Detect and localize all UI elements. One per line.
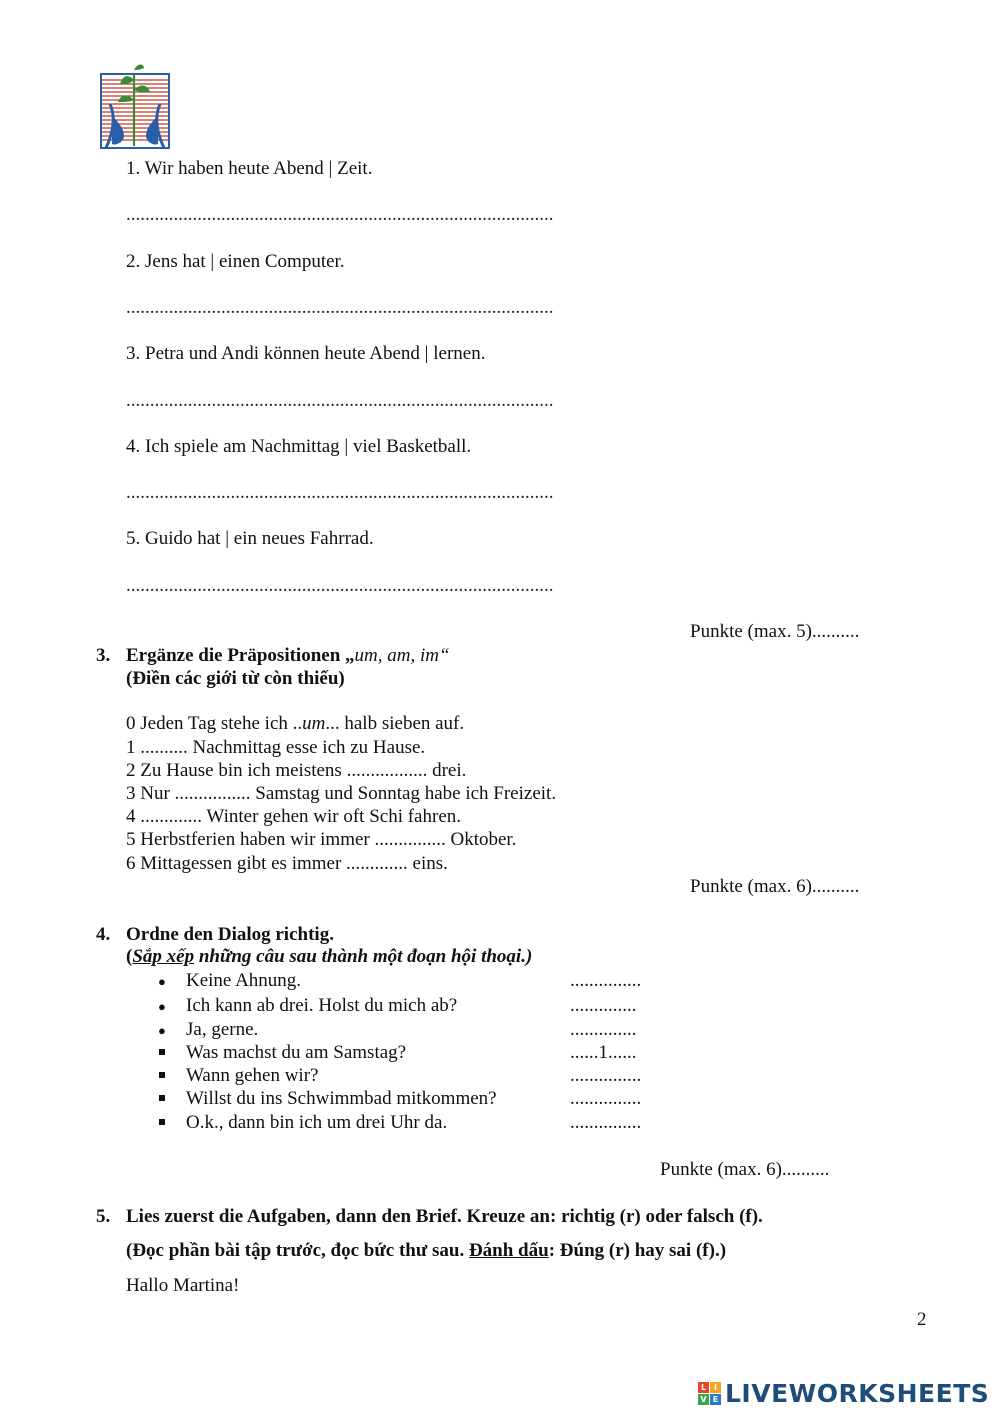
exercise2-sentence-2: 2. Jens hat | einen Computer.	[126, 251, 345, 272]
exercise5-subtitle-b: : Đúng (r) hay sai (f).)	[548, 1240, 727, 1261]
exercise4-title: Ordne den Dialog richtig.	[126, 924, 334, 945]
dialog-line-2: Ich kann ab drei. Holst du mich ab?	[186, 995, 458, 1016]
exercise4-subtitle-open: (	[126, 946, 133, 967]
example-answer: um	[302, 713, 326, 734]
box-letter-l: L	[698, 1382, 709, 1393]
exercise4-number: 4.	[96, 924, 111, 945]
exercise2-points[interactable]: Punkte (max. 5)..........	[690, 621, 860, 642]
exercise4-subtitle	[126, 946, 532, 968]
exercise5-subtitle-underlined: Đánh dấu	[468, 1240, 549, 1261]
bullet-square-icon	[159, 1049, 165, 1055]
exercise3-item-3[interactable]: 3 Nur ................ Samstag und Sonntag habe ich Freizeit.	[126, 783, 557, 804]
exercise2-sentence-3: 3. Petra und Andi können heute Abend | lernen.	[126, 343, 486, 364]
exercise3-item-1[interactable]: 1 .......... Nachmittag esse ich zu Hause.	[126, 737, 426, 758]
bullet-square-icon	[159, 1072, 165, 1078]
dialog-answer-5[interactable]: ...............	[570, 1065, 642, 1086]
box-letter-i: I	[710, 1382, 721, 1393]
bullet-circle-icon: ●	[158, 1023, 166, 1038]
exercise3-example	[126, 713, 464, 735]
exercise3-item-6[interactable]: 6 Mittagessen gibt es immer ............. eins.	[126, 853, 448, 874]
dialog-line-6: Willst du ins Schwimmbad mitkommen?	[186, 1088, 497, 1109]
exercise3-title	[126, 645, 450, 667]
dialog-answer-2[interactable]: ..............	[570, 995, 637, 1016]
example-prefix: 0 Jeden Tag stehe ich ..	[126, 713, 303, 734]
exercise3-number: 3.	[96, 645, 111, 666]
exercise3-item-5[interactable]: 5 Herbstferien haben wir immer ............... Oktober.	[126, 829, 517, 850]
answer-line-2[interactable]: ..........................................................................................	[126, 297, 554, 318]
dialog-line-3: Ja, gerne.	[186, 1019, 259, 1040]
bullet-circle-icon: ●	[158, 999, 166, 1014]
dialog-line-7: O.k., dann bin ich um drei Uhr da.	[186, 1112, 448, 1133]
school-logo	[98, 60, 172, 152]
answer-line-4[interactable]: ..........................................................................................	[126, 482, 554, 503]
liveworksheets-box-icon	[698, 1382, 721, 1405]
dialog-line-1: Keine Ahnung.	[186, 970, 302, 991]
box-letter-v: V	[698, 1394, 709, 1405]
page-number: 2	[917, 1309, 927, 1330]
exercise3-title-italic: um, am, im“	[354, 645, 450, 666]
exercise5-number: 5.	[96, 1206, 111, 1227]
dialog-answer-7[interactable]: ...............	[570, 1112, 642, 1133]
exercise3-item-2[interactable]: 2 Zu Hause bin ich meistens ................. drei.	[126, 760, 467, 781]
liveworksheets-logo	[698, 1378, 989, 1408]
exercise5-subtitle-a: (Đọc phần bài tập trước, đọc bức thư sau.	[126, 1240, 469, 1261]
box-letter-e: E	[710, 1394, 721, 1405]
dialog-answer-3[interactable]: ..............	[570, 1019, 637, 1040]
answer-line-1[interactable]: ..........................................................................................	[126, 204, 554, 225]
answer-line-5[interactable]: ..........................................................................................	[126, 575, 554, 596]
exercise4-points[interactable]: Punkte (max. 6)..........	[660, 1159, 830, 1180]
exercise3-points[interactable]: Punkte (max. 6)..........	[690, 876, 860, 897]
exercise3-title-text: Ergänze die Präpositionen „	[126, 645, 355, 666]
exercise5-subtitle	[126, 1240, 726, 1262]
exercise4-subtitle-rest: những câu sau thành một đoạn hội thoại.)	[194, 946, 533, 967]
exercise2-sentence-4: 4. Ich spiele am Nachmittag | viel Basketball.	[126, 436, 472, 457]
bullet-circle-icon: ●	[158, 974, 166, 989]
letter-greeting: Hallo Martina!	[126, 1275, 240, 1296]
bullet-square-icon	[159, 1119, 165, 1125]
bullet-square-icon	[159, 1095, 165, 1101]
dialog-answer-4[interactable]: ......1......	[570, 1042, 637, 1063]
exercise5-title: Lies zuerst die Aufgaben, dann den Brief. Kreuze an: richtig (r) oder falsch (f).	[126, 1206, 763, 1227]
dialog-answer-1[interactable]: ...............	[570, 970, 642, 991]
exercise2-sentence-1: 1. Wir haben heute Abend | Zeit.	[126, 158, 373, 179]
exercise3-subtitle: (Điền các giới từ còn thiếu)	[126, 668, 345, 689]
exercise3-item-4[interactable]: 4 ............. Winter gehen wir oft Schi fahren.	[126, 806, 461, 827]
example-suffix: ... halb sieben auf.	[325, 713, 465, 734]
answer-line-3[interactable]: ..........................................................................................	[126, 390, 554, 411]
dialog-answer-6[interactable]: ...............	[570, 1088, 642, 1109]
liveworksheets-text: LIVEWORKSHEETS	[725, 1378, 990, 1408]
exercise2-sentence-5: 5. Guido hat | ein neues Fahrrad.	[126, 528, 374, 549]
dialog-line-4: Was machst du am Samstag?	[186, 1042, 407, 1063]
dialog-line-5: Wann gehen wir?	[186, 1065, 319, 1086]
exercise4-subtitle-underlined: Sắp xếp	[132, 946, 195, 967]
